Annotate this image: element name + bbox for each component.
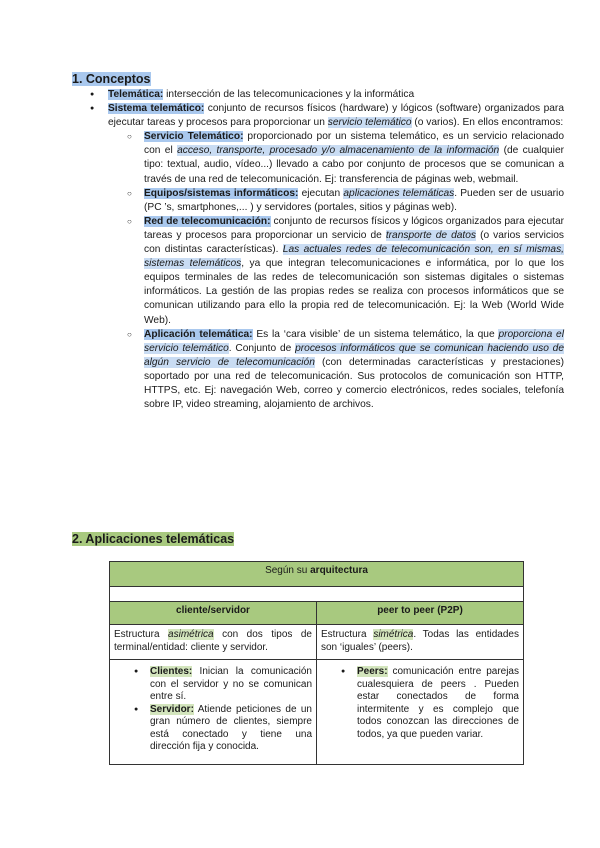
sublist-item-servicio — [144, 130, 564, 186]
table-list-row — [110, 660, 524, 765]
desc1-text-1: Estructura — [114, 629, 169, 640]
table-title-bold: arquitectura — [310, 565, 368, 576]
desc2-text-1: Estructura — [321, 629, 374, 640]
term-telematica: Telemática: — [108, 89, 164, 100]
aplicacion-text-2: . Conjunto de — [228, 342, 296, 354]
red-text-3: , ya que integran telecomunicaciones e informática, por lo que los equipos terminales de las redes de telecomunicación son sistemas digitales o sistemas informáticos. La gestión de las propias redes se realiza con procesos informáticos que se comunican utilizando para ello la propia red de telecomunicación. Ej: la Web (World Wide Web). — [144, 258, 564, 326]
list-item-clientes — [150, 666, 312, 704]
desc1-highlight: asimétrica — [168, 629, 214, 640]
sublist-item-aplicacion — [144, 328, 564, 413]
clientes-text: Inician la comunicación con el servidor y no se comunican entre sí. — [150, 666, 312, 702]
term-equipos: Equipos/sistemas informáticos: — [144, 187, 299, 199]
architecture-table — [109, 561, 524, 765]
header-p2p: peer to peer (P2P) — [317, 602, 524, 625]
section-1-heading-wrap — [72, 70, 151, 88]
section-1-heading: 1. Conceptos — [72, 72, 151, 86]
term-clientes: Clientes: — [150, 666, 193, 677]
cliente-servidor-list — [114, 666, 312, 754]
list-item-peers — [357, 666, 519, 741]
servicio-highlight: acceso, transporte, procesado y/o almacenamiento de la información — [177, 145, 500, 157]
desc2-highlight: simétrica — [373, 629, 414, 640]
term-aplicacion: Aplicación telemática: — [144, 328, 253, 340]
servicio-text-1: proporcionado por un sistema telemático, es un servicio relacionado con el — [144, 131, 564, 157]
term-peers: Peers: — [357, 666, 388, 677]
desc2-text-2: . Todas las entidades son ‘iguales’ (peers). — [321, 629, 519, 653]
equipos-text-1: ejecutan — [298, 187, 344, 199]
desc-cliente-servidor — [110, 625, 317, 660]
term-servidor: Servidor: — [150, 703, 194, 715]
concepts-list — [72, 88, 564, 412]
sistema-text-1: conjunto de recursos físicos (hardware) y lógicos (software) organizados para ejecutar tareas y procesos para proporcionar un — [108, 103, 564, 129]
table-spacer-cell — [110, 587, 524, 602]
sistema-text-2: (o varios). En ellos encontramos: — [411, 117, 564, 129]
table-spacer-row — [110, 587, 524, 602]
list-item-sistema — [108, 102, 564, 412]
term-red: Red de telecomunicación: — [144, 215, 271, 227]
list-cell-p2p — [317, 660, 524, 765]
desc1-text-2: con dos tipos de terminal/entidad: cliente y servidor. — [114, 629, 312, 653]
list-item-servidor — [150, 704, 312, 754]
sublist-item-red — [144, 215, 564, 328]
servidor-text: Atiende peticiones de un gran número de clientes, siempre está conectado y tiene una dirección fija y conocida. — [150, 703, 312, 752]
servicio-text-2: (de cualquier tipo: textual, audio, vídeo...) llevado a cabo por conjunto de procesos que se comunican a través de una red de telecomunicación. Ej: transferencia de páginas web, webmail. — [144, 145, 564, 185]
sistema-highlight: servicio telemático — [327, 117, 412, 129]
equipos-text-2: . Pueden ser de usuario (PC ’s, smartphones,... ) y servidores (portales, sitios y páginas web). — [144, 187, 564, 213]
red-highlight-1: transporte de datos — [385, 229, 477, 241]
table-title-cell — [110, 562, 524, 587]
aplicacion-highlight-1: proporciona el servicio telemático — [144, 328, 564, 354]
list-item-telematica — [108, 88, 564, 102]
aplicacion-text-1: Es la ‘cara visible’ de un sistema telemático, la que — [252, 328, 499, 340]
sublist-item-equipos — [144, 187, 564, 215]
table-header-row — [110, 602, 524, 625]
red-text-2: (o varios servicios con distintas características). — [144, 229, 564, 256]
table-title-prefix: Según su — [265, 565, 311, 576]
table-desc-row — [110, 625, 524, 660]
peers-text: comunicación entre parejas cualesquiera de peers . Pueden estar conectados de forma intermitente y es complejo que todos conozcan las direcciones de todos, ya que pueden variar. — [357, 666, 519, 740]
desc-p2p — [317, 625, 524, 660]
term-sistema: Sistema telemático: — [108, 103, 205, 115]
p2p-list — [321, 666, 519, 741]
section-2-heading-wrap — [72, 530, 234, 548]
header-cliente-servidor: cliente/servidor — [110, 602, 317, 625]
equipos-highlight: aplicaciones telemáticas — [343, 187, 455, 199]
aplicacion-highlight-2: procesos informáticos que se comunican haciendo uso de algún servicio de telecomunicación — [144, 342, 565, 368]
term-servicio: Servicio Telemático: — [144, 131, 244, 143]
sistema-sublist — [108, 130, 564, 412]
table-title-row — [110, 562, 524, 587]
red-highlight-2: Las actuales redes de telecomunicación son, en sí mismas, sistemas telemáticos — [144, 244, 564, 270]
red-text-1: conjunto de recursos físicos y lógicos organizados para ejecutar tareas y procesos para proporcionar un servicio de — [144, 215, 564, 241]
aplicacion-text-3: (con determinadas características y prestaciones) soportado por una red de telecomunicación. Sus protocolos de comunicación son HTTP, HTTPS, etc. Ej: navegación Web, correo y comercio electrónicos, redes sociales, telefonía sobre IP, video streaming, alojamiento de archivos. — [144, 356, 564, 411]
definition-telematica: intersección de las telecomunicaciones y la informática — [163, 89, 415, 100]
section-2-heading: 2. Aplicaciones telemáticas — [72, 532, 235, 546]
list-cell-cliente-servidor — [110, 660, 317, 765]
